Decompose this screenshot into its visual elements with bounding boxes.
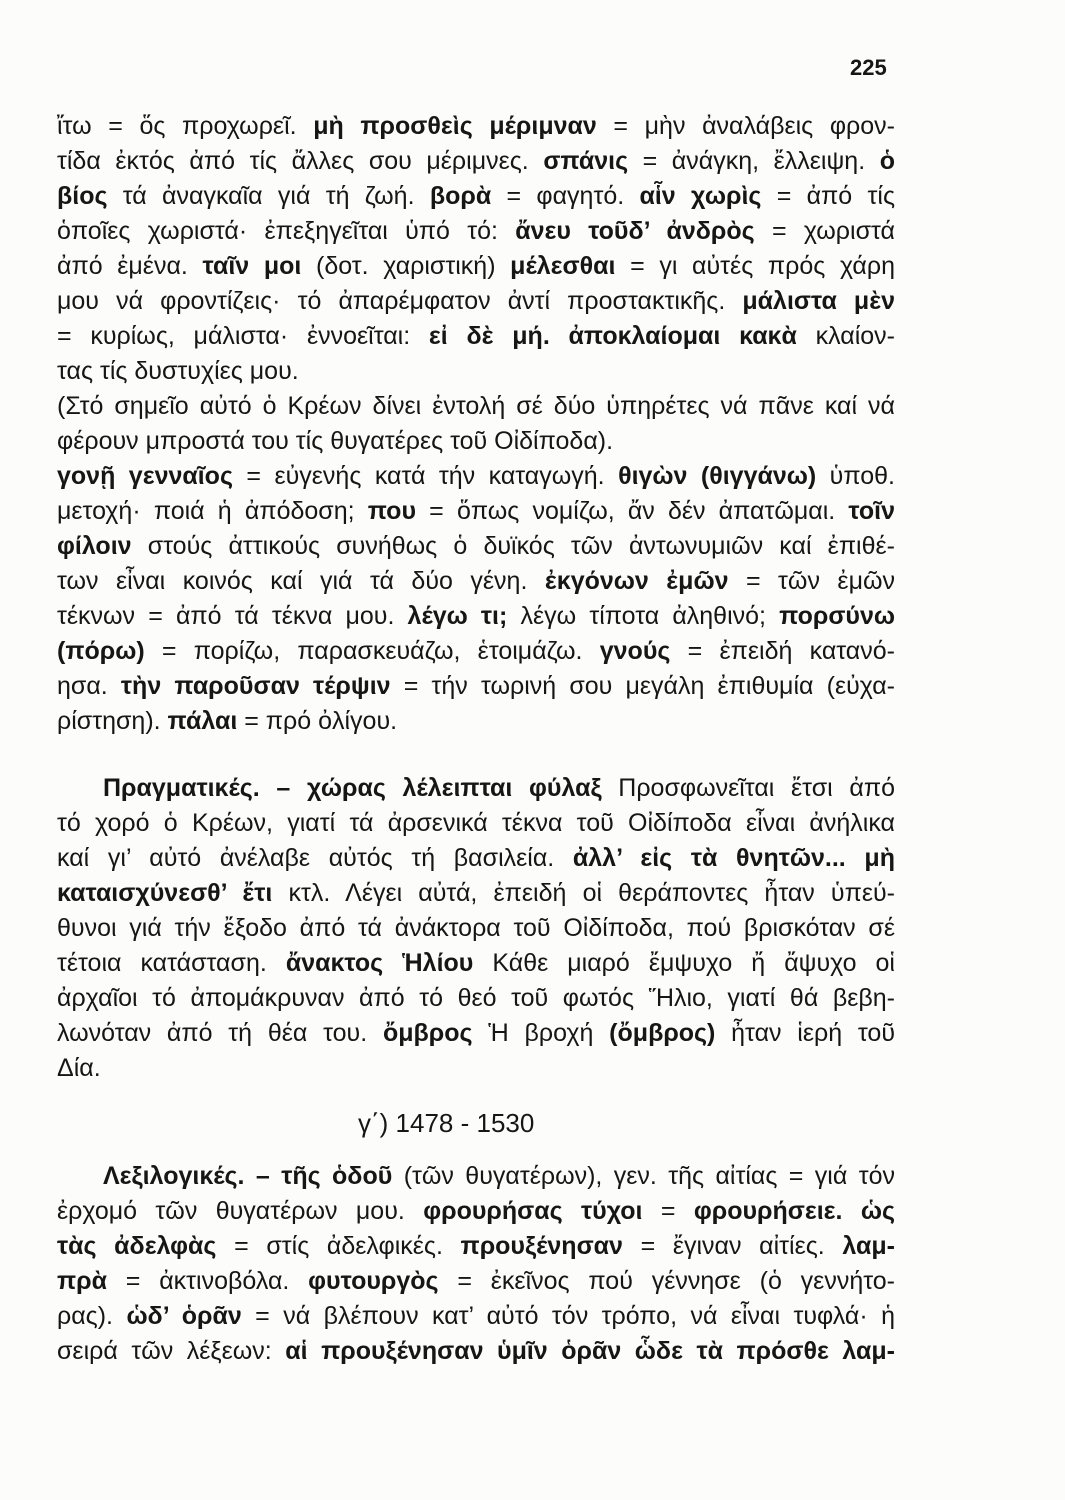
text-run: ἦταν ἱερή τοῦ (715, 1019, 895, 1047)
text-run: καί γι’ αὐτό ἀνέλαβε αὐτός τή βασιλεία. (57, 844, 573, 872)
text-run: τας τίς δυστυχίες μου. (57, 357, 299, 385)
commentary-block-lexical-notes (57, 109, 895, 739)
text-run: = ἀκτινοβόλα. (106, 1267, 309, 1295)
bold-term: (ὄμβρος) (609, 1019, 716, 1047)
text-run: τέκνων = ἀπό τά τέκνα μου. (57, 602, 408, 630)
text-line (57, 144, 895, 179)
text-line (57, 459, 895, 494)
text-run: = ἔγιναν αἰτίες. (622, 1232, 843, 1260)
text-run: τίδα ἐκτός ἀπό τίς ἄλλες σου μέριμνες. (57, 147, 544, 175)
text-run: = πορίζω, παρασκευάζω, ἑτοιμάζω. (144, 637, 600, 665)
text-line (57, 911, 895, 946)
text-run: θυνοι γιά τήν ἔξοδο ἀπό τά ἀνάκτορα τοῦ Οἰδίποδα, πού βρισκόταν σέ (57, 914, 895, 942)
text-run: = ἐπειδή κατανό- (670, 637, 895, 665)
text-run: ρίστηση). (57, 707, 168, 735)
text-run: = τήν τωρινή σου μεγάλη ἐπιθυμία (εὐχα- (390, 672, 895, 700)
text-run: τέτοια κατάσταση. (57, 949, 286, 977)
text-run: = ἐκεῖνος πού γέννησε (ὁ γεννήτο- (438, 1267, 895, 1295)
text-run: λέγω τίποτα ἀληθινό; (507, 602, 780, 630)
text-line (57, 1299, 895, 1334)
text-run: = γι αὐτές πρός χάρη (615, 252, 895, 280)
bold-term: Πραγματικές. – χώρας λέλειπται φύλαξ (103, 774, 602, 802)
text-run: κτλ. Λέγει αὐτά, ἐπειδή οἱ θεράποντες ἦταν ὑπεύ- (272, 879, 895, 907)
text-run: = τῶν ἐμῶν (728, 567, 895, 595)
bold-term: τὴν παροῦσαν τέρψιν (120, 672, 391, 700)
text-line (57, 981, 895, 1016)
text-run: = ὅπως νομίζω, ἄν δέν ἀπατῶμαι. (416, 497, 849, 525)
bold-term: πορσύνω (779, 602, 895, 630)
bold-term: ὄμβρος (382, 1019, 473, 1047)
text-run: (δοτ. χαριστική) (301, 252, 511, 280)
text-line (57, 529, 895, 564)
bold-term: (πόρω) (57, 637, 145, 665)
text-line (57, 249, 895, 284)
text-line (57, 634, 895, 669)
text-line (57, 424, 895, 459)
text-line (57, 876, 895, 911)
text-line (57, 284, 895, 319)
text-run: (Στό σημεῖο αὐτό ὁ Κρέων δίνει ἐντολή σέ δύο ὑπηρέτες νά πᾶνε καί νά (57, 392, 895, 420)
text-run: σειρά τῶν λέξεων: (57, 1337, 286, 1365)
text-run: ἀπό ἐμένα. (57, 252, 203, 280)
bold-term: φυτουργὸς (308, 1267, 439, 1295)
bold-term: ταῖν μοι (202, 252, 302, 280)
text-run: Κάθε μιαρό ἔμψυχο ἤ ἄψυχο οἱ (473, 949, 895, 977)
bold-term: ἐκγόνων ἐμῶν (544, 567, 729, 595)
text-line (57, 1334, 895, 1369)
text-line (57, 354, 895, 389)
bold-term: λαμ- (842, 1232, 895, 1260)
text-run: μου νά φροντίζεις· τό ἀπαρέμφατον ἀντί προστακτικῆς. (57, 287, 743, 315)
text-run: λωνόταν ἀπό τή θέα του. (57, 1019, 383, 1047)
text-run: = πρό ὀλίγου. (237, 707, 398, 735)
text-run: = ἀπό τίς (761, 182, 895, 210)
text-line (57, 564, 895, 599)
text-run: Δία. (57, 1054, 101, 1082)
text-run: ησα. (57, 672, 121, 700)
text-run: των εἶναι κοινός καί γιά τά δύο γένη. (57, 567, 545, 595)
bold-term: βορὰ (429, 182, 492, 210)
text-run: ὁποῖες χωριστά· ἐπεξηγεῖται ὑπό τό: (57, 217, 516, 245)
bold-term: γνούς (599, 637, 671, 665)
bold-term: αἱ προυξένησαν ὑμῖν ὁρᾶν ὧδε τὰ πρόσθε λαμ- (285, 1337, 895, 1365)
text-run: = χωριστά (754, 217, 895, 245)
text-line (57, 109, 895, 144)
text-run: = κυρίως, μάλιστα· ἐννοεῖται: (57, 322, 429, 350)
text-line (57, 704, 895, 739)
text-line (57, 946, 895, 981)
bold-term: λέγω τι; (407, 602, 508, 630)
bold-term: ὡδ’ ὁρᾶν (126, 1302, 242, 1330)
bold-term: ἄνευ τοῦδ’ ἀνδρὸς (515, 217, 755, 245)
bold-term: προυξένησαν (460, 1232, 623, 1260)
text-run: = νά βλέπουν κατ’ αὐτό τόν τρόπο, νά εἶναι τυφλά· ἡ (241, 1302, 895, 1330)
text-line (57, 179, 895, 214)
text-run: Προσφωνεῖται ἔτσι ἀπό (601, 774, 895, 802)
text-line (57, 841, 895, 876)
commentary-block-factual-notes (57, 771, 895, 1086)
bold-term: βίος (57, 182, 108, 210)
text-line (57, 494, 895, 529)
text-run: φέρουν μπροστά του τίς θυγατέρες τοῦ Οἰδίποδα). (57, 427, 614, 455)
text-run: ἴτω = ὅς προχωρεῖ. (57, 112, 314, 140)
bold-term: μὴ προσθεὶς μέριμναν (313, 112, 597, 140)
text-line (57, 669, 895, 704)
bold-term: Λεξιλογικές. – τῆς ὁδοῦ (103, 1162, 393, 1190)
text-run: Ἡ βροχή (472, 1019, 610, 1047)
text-run: στούς ἀττικούς συνήθως ὁ δυϊκός τῶν ἀντωνυμιῶν καί ἐπιθέ- (131, 532, 895, 560)
bold-term: πρὰ (57, 1267, 107, 1295)
text-line (57, 1016, 895, 1051)
text-line (57, 1194, 895, 1229)
text-run: ρας). (57, 1302, 127, 1330)
text-run: = φαγητό. (491, 182, 640, 210)
text-line (57, 389, 895, 424)
text-run: κλαίον- (796, 322, 895, 350)
text-run: τό χορό ὁ Κρέων, γιατί τά ἀρσενικά τέκνα τοῦ Οἰδίποδα εἶναι ἀνήλικα (57, 809, 895, 837)
text-run: τά ἀναγκαῖα γιά τή ζωή. (107, 182, 430, 210)
text-line (57, 1159, 895, 1194)
bold-term: ἀλλ’ εἰς τὰ θνητῶν... μὴ (572, 844, 895, 872)
text-line (57, 1229, 895, 1264)
text-run: = ἀνάγκη, ἔλλειψη. (628, 147, 880, 175)
bold-term: σπάνις (543, 147, 629, 175)
bold-term: καταισχύνεσθ’ ἔτι (57, 879, 273, 907)
text-line (57, 1264, 895, 1299)
text-line (57, 599, 895, 634)
bold-term: πάλαι (167, 707, 238, 735)
text-run: ὑποθ. (816, 462, 895, 490)
bold-term: αἷν χωρὶς (639, 182, 762, 210)
text-run: = (642, 1197, 694, 1225)
section-heading: γ΄) 1478 - 1530 (358, 1108, 535, 1138)
text-line (57, 214, 895, 249)
bold-term: ὁ (879, 147, 895, 175)
text-line (57, 771, 895, 806)
page-number: 225 (850, 55, 887, 80)
text-run: = στίς ἀδελφικές. (216, 1232, 461, 1260)
bold-term: μάλιστα μὲν (742, 287, 895, 315)
text-run: μετοχή· ποιά ἡ ἀπόδοση; (57, 497, 368, 525)
bold-term: που (367, 497, 417, 525)
text-line (57, 1051, 895, 1086)
bold-term: τοῖν (848, 497, 895, 525)
bold-term: ἄνακτος Ἡλίου (285, 949, 474, 977)
bold-term: φίλοιν (57, 532, 132, 560)
bold-term: μέλεσθαι (510, 252, 616, 280)
bold-term: τὰς ἀδελφὰς (57, 1232, 217, 1260)
bold-term: γονῇ γενναῖος (57, 462, 233, 490)
bold-term: εἰ δὲ μή. ἀποκλαίομαι κακὰ (428, 322, 797, 350)
text-run: ἐρχομό τῶν θυγατέρων μου. (57, 1197, 424, 1225)
bold-term: φρουρήσειε. ὡς (693, 1197, 895, 1225)
text-line (57, 319, 895, 354)
text-line (57, 806, 895, 841)
text-run: (τῶν θυγατέρων), γεν. τῆς αἰτίας = γιά τόν (392, 1162, 895, 1190)
text-run: = μὴν ἀναλάβεις φρον- (596, 112, 895, 140)
text-run: = εὐγενής κατά τήν καταγωγή. (232, 462, 619, 490)
bold-term: φρουρήσας τύχοι (423, 1197, 643, 1225)
text-run: ἀρχαῖοι τό ἀπομάκρυναν ἀπό τό θεό τοῦ φωτός Ἥλιο, γιατί θά βεβη- (57, 984, 895, 1012)
commentary-block-lexical-notes-2 (57, 1159, 895, 1369)
bold-term: θιγὼν (θιγγάνω) (618, 462, 817, 490)
